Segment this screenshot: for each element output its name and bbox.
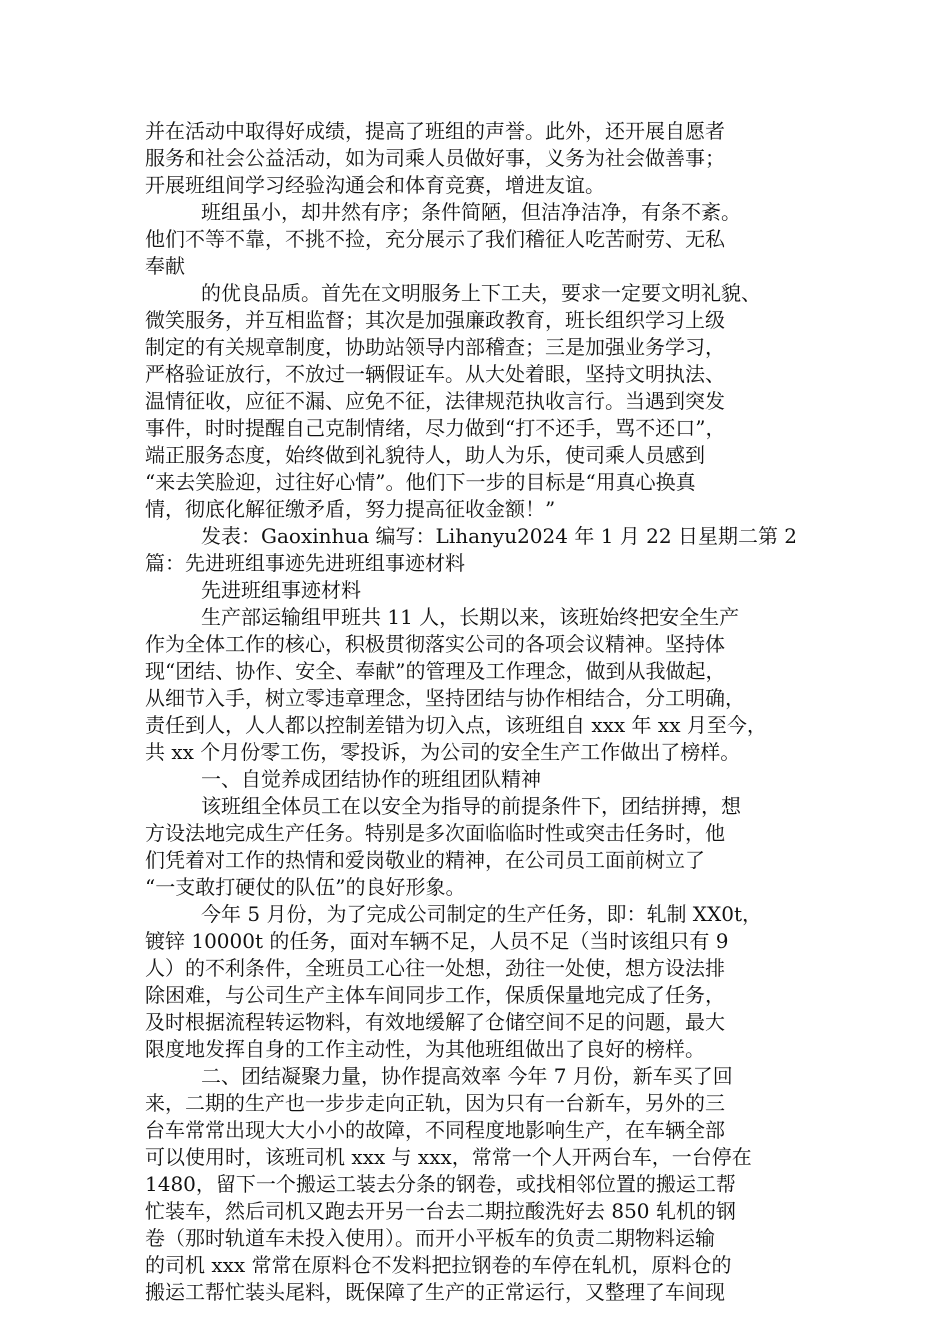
text-line: 一、自觉养成团结协作的班组团队精神 [201,767,541,791]
text-line: 温情征收，应征不漏、应免不征，法律规范执收言行。当遇到突发 [145,389,725,413]
text-line: 责任到人，人人都以控制差错为切入点，该班组自 xxx 年 xx 月至今， [145,713,767,737]
text-line: 该班组全体员工在以安全为指导的前提条件下，团结拼搏，想 [201,794,741,818]
text-line: 制定的有关规章制度，协助站领导内部稽查；三是加强业务学习， [145,335,725,359]
text-line: 的优良品质。首先在文明服务上下工夫，要求一定要文明礼貌、 [201,281,761,305]
text-line: 现“团结、协作、安全、奉献”的管理及工作理念，做到从我做起， [145,659,726,683]
text-line: 卷（那时轨道车未投入使用）。而开小平板车的负责二期物料运输 [145,1226,715,1250]
text-line: 台车常常出现大大小小的故障，不同程度地影响生产，在车辆全部 [145,1118,725,1142]
text-line: 微笑服务，并互相监督；其次是加强廉政教育，班长组织学习上级 [145,308,725,332]
text-line: 限度地发挥自身的工作主动性，为其他班组做出了良好的榜样。 [145,1037,705,1061]
text-line: 严格验证放行，不放过一辆假证车。从大处着眼，坚持文明执法、 [145,362,725,386]
text-line: 班组虽小，却井然有序；条件简陋，但洁净洁净，有条不紊。 [201,200,741,224]
text-line: 可以使用时，该班司机 xxx 与 xxx，常常一个人开两台车，一台停在 [145,1145,752,1169]
text-line: 1480，留下一个搬运工装去分条的钢卷，或找相邻位置的搬运工帮 [145,1172,736,1196]
text-line: 情，彻底化解征缴矛盾，努力提高征收金额！” [145,497,556,521]
text-line: 共 xx 个月份零工伤，零投诉，为公司的安全生产工作做出了榜样。 [145,740,741,764]
text-line: 搬运工帮忙装头尾料，既保障了生产的正常运行，又整理了车间现 [145,1280,725,1304]
text-line: 二、团结凝聚力量，协作提高效率 今年 7 月份，新车买了回 [201,1064,733,1088]
text-line: 来，二期的生产也一步步走向正轨，因为只有一台新车，另外的三 [145,1091,725,1115]
text-line: 事件，时时提醒自己克制情绪，尽力做到“打不还手，骂不还口”， [145,416,726,440]
text-line: 方设法地完成生产任务。特别是多次面临临时性或突击任务时，他 [145,821,725,845]
text-line: 及时根据流程转运物料，有效地缓解了仓储空间不足的问题，最大 [145,1010,725,1034]
text-line: 开展班组间学习经验沟通会和体育竞赛，增进友谊。 [145,173,605,197]
text-line: 的司机 xxx 常常在原料仓不发料把拉钢卷的车停在轧机，原料仓的 [145,1253,732,1277]
text-line: 忙装车，然后司机又跑去开另一台去二期拉酸洗好去 850 轧机的钢 [145,1199,736,1223]
text-line: “来去笑脸迎，过往好心情”。他们下一步的目标是“用真心换真 [145,470,696,494]
text-line: 端正服务态度，始终做到礼貌待人，助人为乐，使司乘人员感到 [145,443,705,467]
text-line: 人）的不利条件，全班员工心往一处想，劲往一处使，想方设法排 [145,956,725,980]
text-line: 先进班组事迹材料 [201,578,361,602]
text-line: 作为全体工作的核心，积极贯彻落实公司的各项会议精神。坚持体 [145,632,725,656]
text-line: 并在活动中取得好成绩，提高了班组的声誉。此外，还开展自愿者 [145,119,725,143]
text-line: 篇：先进班组事迹先进班组事迹材料 [145,551,465,575]
text-line: 奉献 [145,254,185,278]
text-line: “一支敢打硬仗的队伍”的良好形象。 [145,875,466,899]
text-line: 从细节入手，树立零违章理念，坚持团结与协作相结合，分工明确， [145,686,745,710]
text-line: 镀锌 10000t 的任务，面对车辆不足，人员不足（当时该组只有 9 [145,929,729,953]
text-line: 今年 5 月份，为了完成公司制定的生产任务，即：轧制 XX0t， [201,902,763,926]
text-line: 除困难，与公司生产主体车间同步工作，保质保量地完成了任务， [145,983,725,1007]
text-line: 他们不等不靠，不挑不捡，充分展示了我们稽征人吃苦耐劳、无私 [145,227,725,251]
text-line: 服务和社会公益活动，如为司乘人员做好事，义务为社会做善事； [145,146,725,170]
document-body [145,118,805,1306]
text-line: 生产部运输组甲班共 11 人，长期以来，该班始终把安全生产 [201,605,740,629]
text-line: 们凭着对工作的热情和爱岗敬业的精神，在公司员工面前树立了 [145,848,705,872]
text-line: 发表：Gaoxinhua 编写：Lihanyu2024 年 1 月 22 日星期二第 2 [201,524,798,548]
